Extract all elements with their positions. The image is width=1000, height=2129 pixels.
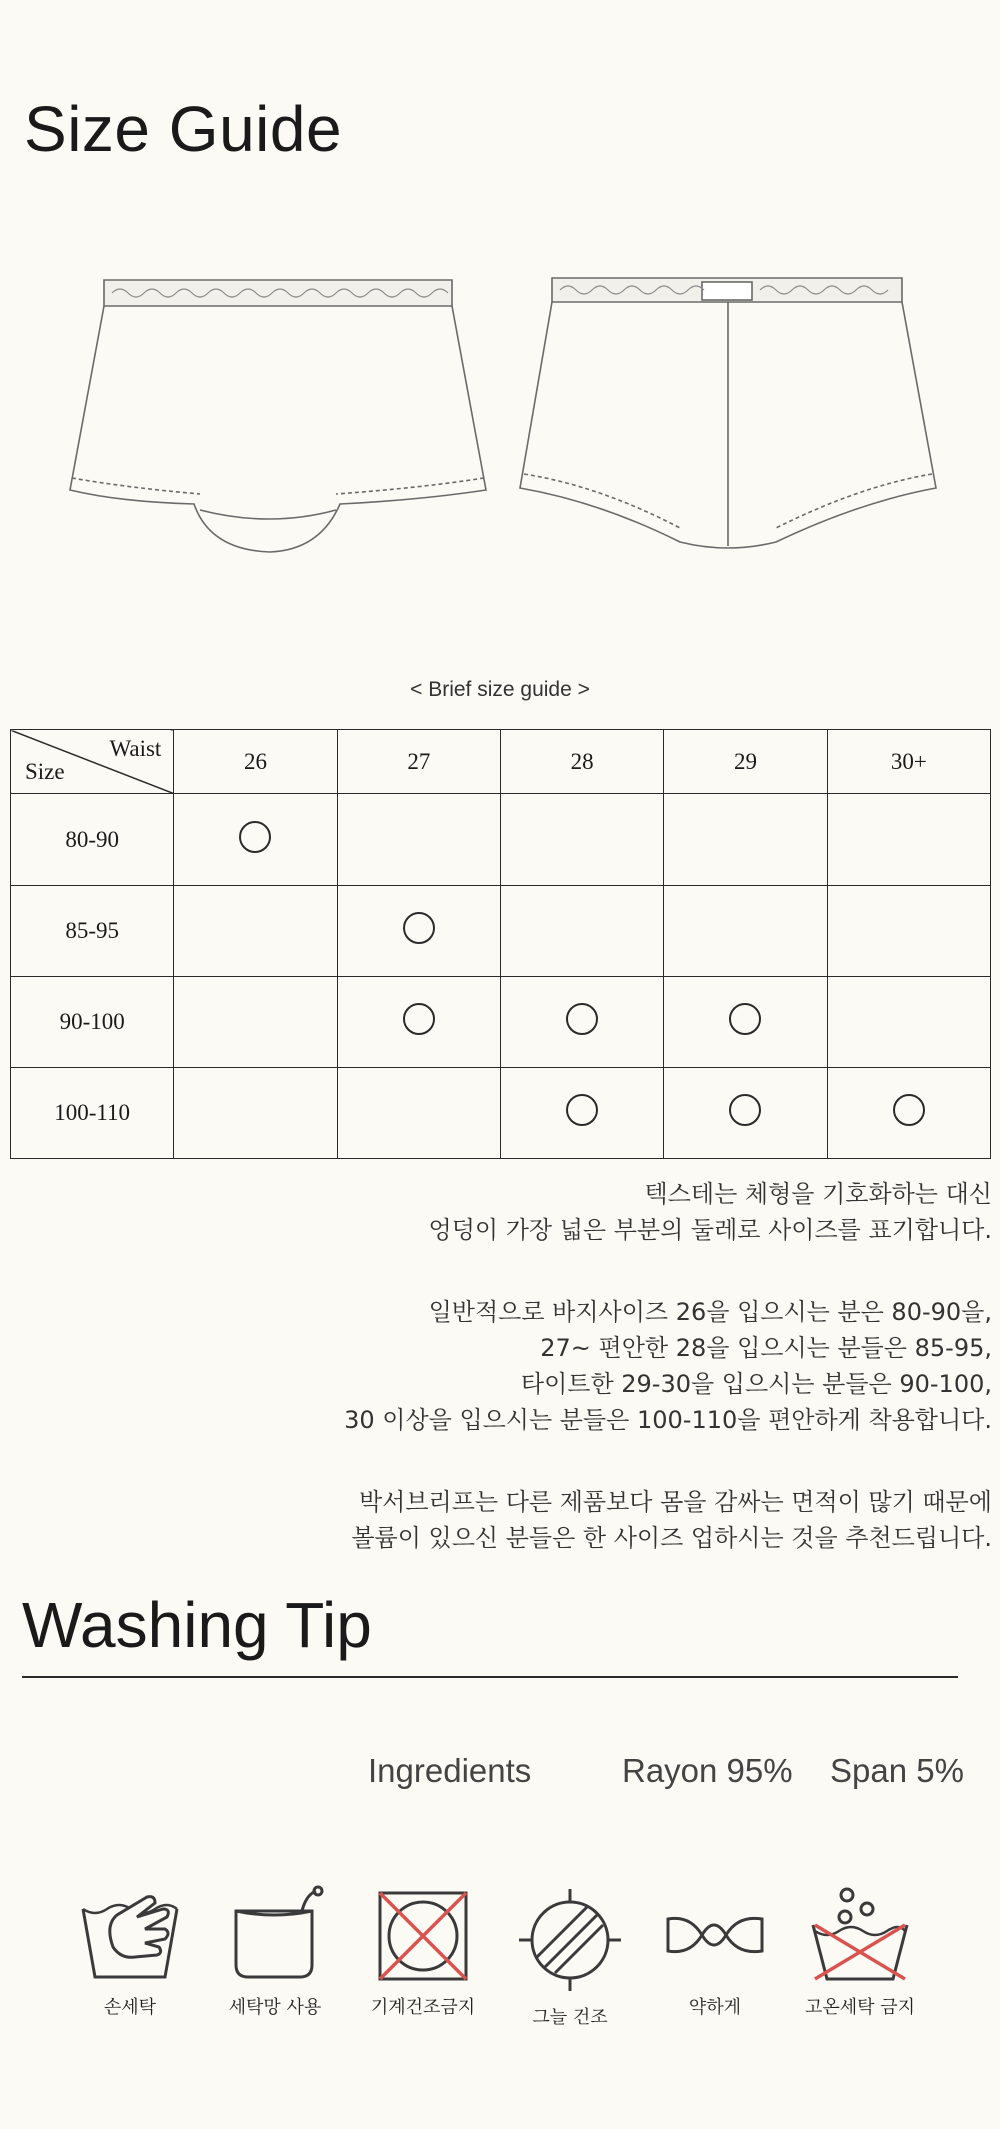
washing-tip-title: Washing Tip	[22, 1589, 372, 1661]
text-line: 텍스테는 체형을 기호화하는 대신	[644, 1180, 992, 1208]
text-line: 일반적으로 바지사이즈 26을 입으시는 분은 80-90을,	[428, 1298, 992, 1326]
care-item	[505, 1885, 635, 2029]
care-item	[210, 1885, 340, 2019]
waist-header: 30+	[827, 730, 990, 794]
table-cell	[500, 885, 663, 976]
care-label: 손세탁	[103, 1997, 157, 2018]
table-cell	[827, 1067, 990, 1158]
fit-circle-icon	[403, 1003, 435, 1035]
care-label: 세탁망 사용	[228, 1997, 322, 2018]
size-note-paragraph-3	[351, 1484, 992, 1556]
table-cell	[500, 794, 663, 885]
size-guide-title: Size Guide	[24, 93, 343, 165]
size-label-cell: 85-95	[11, 885, 174, 976]
laundry-net-icon	[220, 1885, 330, 1985]
table-cell	[664, 794, 827, 885]
table-cell	[664, 1067, 827, 1158]
table-row	[11, 794, 991, 885]
size-label-cell: 90-100	[11, 976, 174, 1067]
fit-circle-icon	[729, 1094, 761, 1126]
fit-circle-icon	[566, 1003, 598, 1035]
table-row	[11, 976, 991, 1067]
table-row	[11, 1067, 991, 1158]
care-item	[795, 1885, 925, 2019]
size-label-cell: 100-110	[11, 1067, 174, 1158]
table-corner-cell	[11, 730, 174, 794]
brief-size-guide-caption: < Brief size guide >	[410, 678, 590, 701]
fit-circle-icon	[729, 1003, 761, 1035]
size-table	[10, 729, 991, 1159]
table-cell	[174, 794, 337, 885]
text-line: 엉덩이 가장 넓은 부분의 둘레로 사이즈를 표기합니다.	[428, 1216, 992, 1244]
waist-header: 27	[337, 730, 500, 794]
table-cell	[174, 1067, 337, 1158]
hand-wash-icon	[75, 1885, 185, 1985]
table-cell	[174, 976, 337, 1067]
table-cell	[337, 885, 500, 976]
table-cell	[827, 885, 990, 976]
ingredient-span: Span 5%	[830, 1752, 964, 1789]
text-line: 박서브리프는 다른 제품보다 몸을 감싸는 면적이 많기 때문에	[358, 1488, 992, 1516]
gentle-wring-icon	[660, 1885, 770, 1985]
corner-size-label: Size	[25, 759, 65, 785]
care-label: 고온세탁 금지	[804, 1997, 916, 2018]
ingredient-rayon: Rayon 95%	[622, 1752, 793, 1789]
waist-header: 28	[500, 730, 663, 794]
corner-waist-label: Waist	[109, 736, 162, 761]
text-line: 30 이상을 입으시는 분들은 100-110을 편안하게 착용합니다.	[344, 1406, 992, 1434]
ingredients-label: Ingredients	[368, 1752, 532, 1789]
table-cell	[337, 976, 500, 1067]
brief-front-drawing	[70, 280, 486, 552]
shade-dry-icon	[515, 1885, 625, 1995]
table-cell	[827, 794, 990, 885]
text-line: 볼륨이 있으신 분들은 한 사이즈 업하시는 것을 추천드립니다.	[351, 1524, 992, 1552]
table-cell	[664, 885, 827, 976]
care-label: 기계건조금지	[370, 1997, 476, 2018]
care-item	[358, 1885, 488, 2019]
table-cell	[664, 976, 827, 1067]
table-cell	[337, 1067, 500, 1158]
care-label: 그늘 건조	[532, 2007, 608, 2028]
fit-circle-icon	[403, 912, 435, 944]
table-cell	[500, 976, 663, 1067]
fit-circle-icon	[239, 821, 271, 853]
care-item	[65, 1885, 195, 2019]
care-label: 약하게	[688, 1997, 742, 2018]
waist-header: 26	[174, 730, 337, 794]
size-note-paragraph-2	[344, 1294, 992, 1438]
fit-circle-icon	[566, 1094, 598, 1126]
ingredients-row	[0, 1752, 1000, 1792]
table-cell	[174, 885, 337, 976]
brief-back-drawing	[520, 278, 936, 548]
text-line: 27~ 편안한 28을 입으시는 분들은 85-95,	[540, 1334, 992, 1362]
no-tumble-dry-icon	[368, 1885, 478, 1985]
care-item	[650, 1885, 780, 2019]
table-header-row	[11, 730, 991, 794]
table-cell	[500, 1067, 663, 1158]
no-hot-wash-icon	[805, 1885, 915, 1985]
text-line: 타이트한 29-30을 입으시는 분들은 90-100,	[520, 1370, 992, 1398]
table-cell	[827, 976, 990, 1067]
brief-illustrations	[0, 250, 1000, 580]
size-label-cell: 80-90	[11, 794, 174, 885]
fit-circle-icon	[893, 1094, 925, 1126]
section-divider	[22, 1676, 958, 1678]
waist-header: 29	[664, 730, 827, 794]
table-row	[11, 885, 991, 976]
size-note-paragraph-1	[429, 1176, 992, 1248]
table-cell	[337, 794, 500, 885]
